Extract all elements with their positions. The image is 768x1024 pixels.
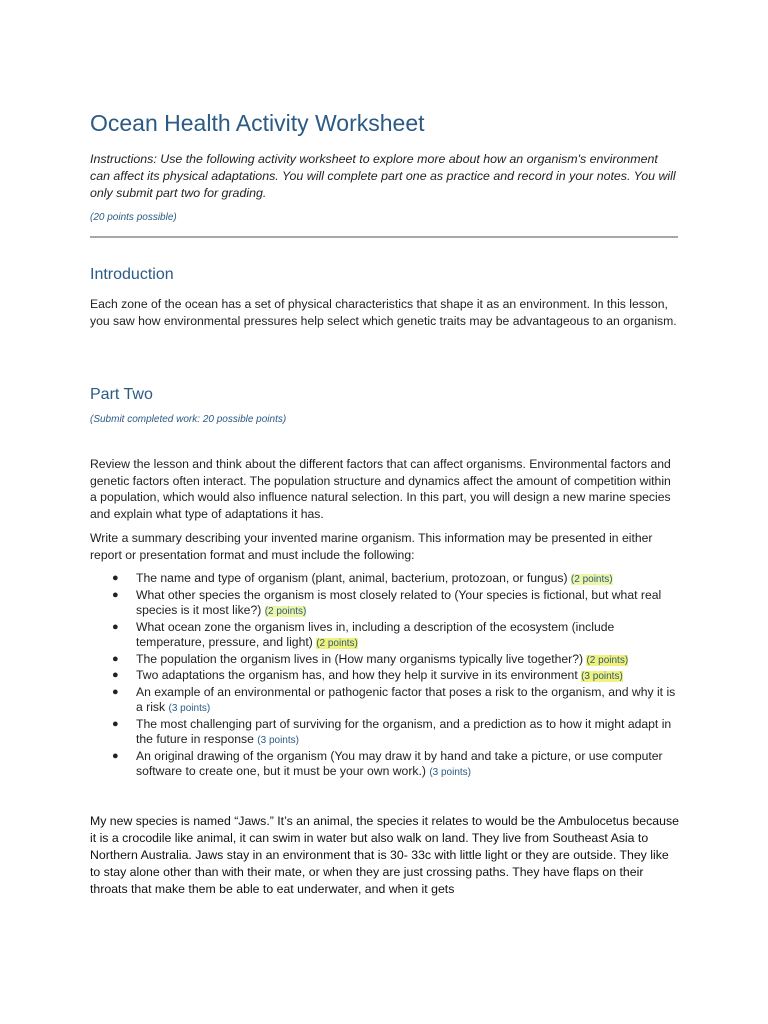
bullet-icon: ● — [112, 685, 119, 698]
bullet-icon: ● — [112, 669, 119, 681]
requirement-text: An original drawing of the organism (You may draw it by hand and take a picture, or use computer software to create one, but it must be your own work.) — [136, 748, 663, 778]
requirement-text: The population the organism lives in (How many organisms typically live together?) — [136, 651, 587, 666]
list-item — [90, 717, 680, 749]
requirement-text: What other species the organism is most closely related to (Your species is fictional, but what real species is it most like?) — [136, 587, 662, 617]
list-item — [90, 620, 680, 652]
list-item — [90, 571, 680, 588]
worksheet-content — [90, 110, 680, 911]
bullet-icon: ● — [112, 588, 119, 601]
points-badge: (3 points) — [581, 671, 623, 682]
bullet-icon: ● — [112, 717, 119, 730]
requirement-text: Two adaptations the organism has, and how they help it survive in its environment — [136, 668, 582, 682]
part-two-review-text: Review the lesson and think about the different factors that can affect organisms. Environmental factors and genetic factors often interact. The population structure and dynamics affect the amount of competition within a population, which would also influence natural selection. In this part, you will design a new marine species and explain what type of adaptations it has. — [90, 457, 671, 521]
requirements-list — [90, 571, 680, 781]
requirement-text: The most challenging part of surviving for the organism, and a prediction as to how it might adapt in the future in response — [136, 716, 672, 746]
bullet-icon: ● — [112, 749, 119, 762]
part-two-points-note: (Submit completed work: 20 possible points) — [90, 414, 287, 425]
part-two-heading: Part Two — [90, 386, 153, 403]
student-answer-text: My new species is named “Jaws.” It’s an animal, the species it relates to would be the Ambulocetus because it is a crocodile like animal, it can swim in water but also walk on land. They live from Southeast Asia to Northern Australia. Jaws stay in an environment that is 30- 33c with little light or they are outside. They like to stay alone other than with their mate, or when they are just crossing paths. They have flaps on their throats that make them be able to eat underwater, and when it gets — [90, 813, 679, 897]
list-item — [90, 749, 680, 781]
section-divider — [90, 236, 678, 238]
part-two-summary-text: Write a summary describing your invented marine organism. This information may be presented in either report or presentation format and must include the following: — [90, 531, 653, 562]
page-title: Ocean Health Activity Worksheet — [90, 110, 425, 136]
list-item — [90, 685, 680, 717]
bullet-icon: ● — [112, 652, 119, 665]
requirement-text: What ocean zone the organism lives in, including a description of the ecosystem (include temperature, pressure, and light) — [136, 619, 615, 649]
list-item — [90, 652, 680, 669]
total-points-label: (20 points possible) — [90, 212, 177, 223]
bullet-icon: ● — [112, 620, 119, 633]
points-badge: (3 points) — [429, 767, 471, 778]
requirement-text: An example of an environmental or pathogenic factor that poses a risk to the organism, and why it is a risk — [136, 684, 676, 714]
points-badge: (2 points) — [570, 574, 613, 585]
points-badge: (2 points) — [586, 654, 629, 666]
points-badge: (3 points) — [257, 735, 299, 746]
introduction-heading: Introduction — [90, 266, 174, 283]
points-badge: (3 points) — [168, 703, 211, 714]
points-badge: (2 points) — [316, 638, 358, 649]
list-item — [90, 588, 680, 620]
introduction-text: Each zone of the ocean has a set of physical characteristics that shape it as an environment. In this lesson, you saw how environmental pressures help select which genetic traits may be advantageous to an organism. — [90, 297, 677, 328]
bullet-icon: ● — [112, 572, 119, 584]
points-badge: (2 points) — [264, 606, 307, 617]
requirement-text: The name and type of organism (plant, animal, bacterium, protozoan, or fungus) — [136, 571, 571, 585]
instructions-text: Instructions: Use the following activity worksheet to explore more about how an organism's environment can affect its physical adaptations. You will complete part one as practice and record in your notes. You will only submit part two for grading. — [90, 152, 676, 200]
list-item — [90, 668, 680, 685]
